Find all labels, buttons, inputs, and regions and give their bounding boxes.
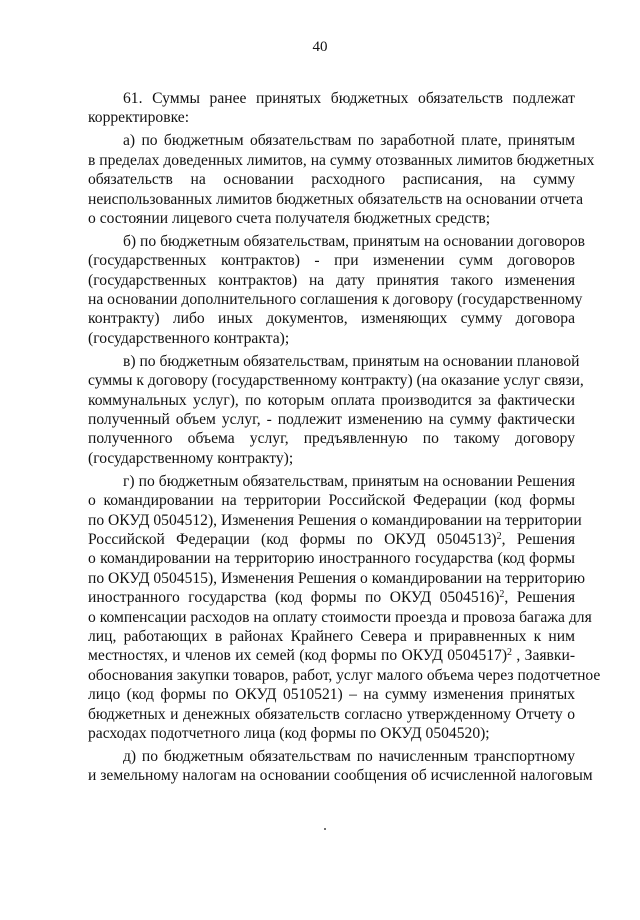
text-line: расходах подотчетного лица (код формы по ОКУД 0504520); xyxy=(88,725,490,742)
paragraph xyxy=(88,232,586,348)
paragraph xyxy=(88,89,575,128)
text-line: коммунальных услуг), по которым оплата производится за фактически xyxy=(88,391,575,409)
text-line: полученный объем услуг, - подлежит изменению на сумму фактически xyxy=(88,411,575,428)
paragraph xyxy=(88,352,584,468)
text-line: о командировании на территорию иностранного государства (код формы xyxy=(88,550,575,568)
footnote-marker: 2 xyxy=(499,589,505,601)
text-line: д) по бюджетным обязательствам по начисленным транспортному xyxy=(123,747,575,765)
text-line: Российской Федерации (код формы по ОКУД 0504513)$^2$, Решения xyxy=(88,530,576,548)
text-line: на основании дополнительного соглашения к договору (государственному xyxy=(88,291,583,309)
text-line: корректировке: xyxy=(88,109,190,127)
text-line: бюджетных и денежных обязательств согласно утвержденному Отчету о xyxy=(88,705,575,723)
text-line: по ОКУД 0504512), Изменения Решения о командировании на территории xyxy=(88,511,582,529)
text-line: о командировании на территории Российской Федерации (код формы xyxy=(88,492,575,510)
text-line: а) по бюджетным обязательствам по заработной плате, принятым xyxy=(123,132,575,150)
text-line: и земельному налогам на основании сообщения об исчисленной налоговым xyxy=(88,767,593,785)
text-line: контракту) либо иных документов, изменяющих сумму договора xyxy=(88,310,575,328)
text-line: (государственного контракта); xyxy=(88,329,290,347)
paragraph xyxy=(88,131,595,228)
document-body xyxy=(88,89,601,789)
text-line: в) по бюджетным обязательствам, принятым на основании плановой xyxy=(123,352,580,370)
text-line: (государственных контрактов) - при изменении сумм договоров xyxy=(88,252,575,270)
text-line: (государственных контрактов) на дату принятия такого изменения xyxy=(88,271,575,289)
text-line: (государственному контракту); xyxy=(88,449,294,467)
text-line: г) по бюджетным обязательствам, принятым на основании Решения xyxy=(123,472,575,490)
paragraph xyxy=(88,472,601,744)
text-line: обоснования закупки товаров, работ, услуг малого объема через подотчетное xyxy=(88,666,601,684)
text-line: местностях, и членов их семей (код формы по ОКУД 0504517)$^2$ , Заявки- xyxy=(88,647,576,665)
page-number: 40 xyxy=(312,39,328,55)
text-line: лицо (код формы по ОКУД 0510521) – на сумму изменения принятых xyxy=(88,686,575,704)
paragraph xyxy=(88,747,593,786)
text-line: неиспользованных лимитов бюджетных обязательств на основании отчета xyxy=(88,190,584,208)
text-line: о состоянии лицевого счета получателя бюджетных средств; xyxy=(88,209,491,227)
text-line: по ОКУД 0504515), Изменения Решения о командировании на территорию xyxy=(88,569,585,587)
footnote-marker: 2 xyxy=(507,647,513,659)
text-line: о компенсации расходов на оплату стоимости проезда и провоза багажа для xyxy=(88,608,592,626)
text-line: в пределах доведенных лимитов, на сумму отозванных лимитов бюджетных xyxy=(88,151,595,169)
text-line: 61. Суммы ранее принятых бюджетных обязательств подлежат xyxy=(123,90,575,107)
footnote-marker: 2 xyxy=(496,530,502,542)
text-line: полученного объема услуг, предъявленную по такому договору xyxy=(88,430,575,448)
text-line: обязательств на основании расходного расписания, на сумму xyxy=(88,171,575,189)
text-line: б) по бюджетным обязательствам, принятым на основании договоров xyxy=(123,232,586,250)
text-line: суммы к договору (государственному контракту) (на оказание услуг связи, xyxy=(88,372,584,390)
text-line: иностранного государства (код формы по ОКУД 0504516)$^2$, Решения xyxy=(88,589,575,607)
text-line: лиц, работающих в районах Крайнего Севера и приравненных к ним xyxy=(88,627,575,645)
scan-speck xyxy=(324,828,326,830)
